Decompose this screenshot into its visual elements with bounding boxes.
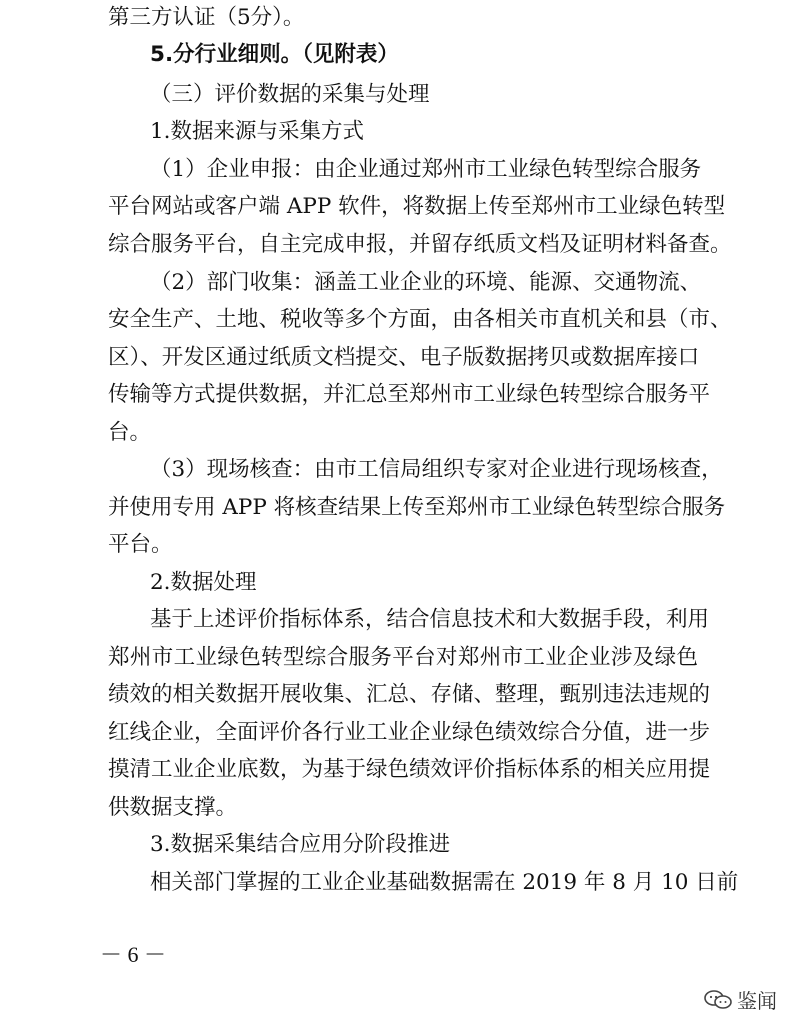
- text-line-17: 基于上述评价指标体系，结合信息技术和大数据手段，利用: [150, 607, 710, 632]
- text-line-11: 传输等方式提供数据，并汇总至郑州市工业绿色转型综合服务平: [108, 382, 711, 407]
- section-heading-5: 5.分行业细则。（见附表）: [150, 42, 399, 67]
- text-line-18: 郑州市工业绿色转型综合服务平台对郑州市工业企业涉及绿色: [108, 645, 698, 670]
- watermark-text: 鉴闻: [737, 989, 777, 1013]
- chat-bubbles-icon: [703, 989, 733, 1011]
- text-line-12: 台。: [108, 420, 152, 445]
- text-line-15: 平台。: [108, 532, 173, 557]
- text-line-13: （3）现场核查：由市工信局组织专家对企业进行现场核查，: [150, 457, 723, 482]
- text-line-19: 绩效的相关数据开展收集、汇总、存储、整理，甄别违法违规的: [108, 682, 711, 707]
- text-line-22: 供数据支撑。: [108, 795, 238, 820]
- text-line-14: 并使用专用 APP 将核查结果上传至郑州市工业绿色转型综合服务: [108, 495, 726, 520]
- subsection-heading-1: 1.数据来源与采集方式: [150, 119, 365, 144]
- text-line-1: 第三方认证（5分）。: [108, 5, 305, 30]
- text-line-21: 摸清工业企业底数，为基于绿色绩效评价指标体系的相关应用提: [108, 757, 711, 782]
- watermark: [703, 985, 777, 1014]
- page-number: － 6 －: [100, 942, 167, 967]
- subsection-heading-2: 2.数据处理: [150, 570, 257, 595]
- text-line-5: （1）企业申报：由企业通过郑州市工业绿色转型综合服务: [150, 157, 702, 182]
- text-line-10: 区）、开发区通过纸质文档提交、电子版数据拷贝或数据库接口: [108, 345, 700, 370]
- text-line-7: 综合服务平台，自主完成申报，并留存纸质文档及证明材料备查。: [108, 232, 732, 257]
- text-line-9: 安全生产、土地、税收等多个方面，由各相关市直机关和县（市、: [108, 307, 732, 332]
- section-heading-3: （三）评价数据的采集与处理: [150, 82, 430, 107]
- subsection-heading-3: 3.数据采集结合应用分阶段推进: [150, 832, 451, 857]
- text-line-24: 相关部门掌握的工业企业基础数据需在 2019 年 8 月 10 日前: [150, 870, 739, 895]
- text-line-6: 平台网站或客户端 APP 软件，将数据上传至郑州市工业绿色转型: [108, 194, 726, 219]
- text-line-20: 红线企业，全面评价各行业工业企业绿色绩效综合分值，进一步: [108, 720, 711, 745]
- text-line-8: （2）部门收集：涵盖工业企业的环境、能源、交通物流、: [150, 270, 702, 295]
